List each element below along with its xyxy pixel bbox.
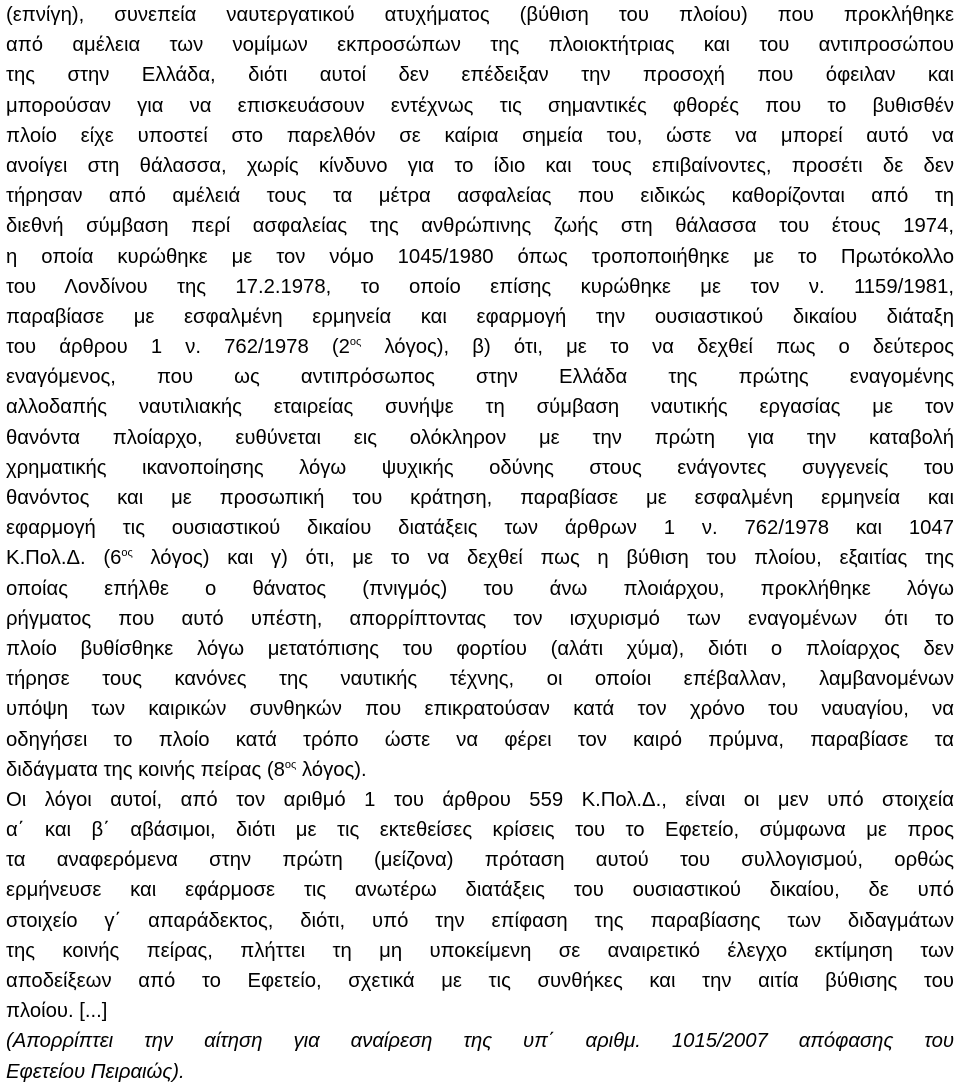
text-line: χρηματικής ικανοποίησης λόγω ψυχικής οδύνης στους ενάγοντες συγγενείς του	[6, 456, 954, 479]
text-line: Οι λόγοι αυτοί, από τον αριθμό 1 του άρθρου 559 Κ.Πολ.Δ., είναι οι μεν υπό στοιχεία	[6, 788, 954, 811]
text-line: η οποία κυρώθηκε με τον νόμο 1045/1980 όπως τροποποιήθηκε με το Πρωτόκολλο	[6, 245, 954, 268]
document-page	[6, 0, 954, 1087]
text-line: ρήγματος που αυτό υπέστη, απορρίπτοντας τον ισχυρισμό των εναγομένων ότι το	[6, 607, 954, 630]
text-line: τα αναφερόμενα στην πρώτη (μείζονα) πρόταση αυτού του συλλογισμού, ορθώς	[6, 849, 954, 872]
text-line: υπόψη των καιρικών συνθηκών που επικρατούσαν κατά τον χρόνο του ναυαγίου, να	[6, 698, 954, 721]
superscript-ordinal: ος	[121, 547, 133, 560]
text-line: θανόντα πλοίαρχο, ευθύνεται εις ολόκληρον με την πρώτη για την καταβολή	[6, 426, 954, 449]
superscript-ordinal: ος	[284, 758, 297, 771]
text-line: πλοίου. [...]	[6, 1000, 108, 1023]
text-line: πλοίο είχε υποστεί στο παρελθόν σε καίρια σημεία του, ώστε να μπορεί αυτό να	[6, 124, 954, 147]
superscript-ordinal: ος	[349, 335, 362, 348]
text-line: της στην Ελλάδα, διότι αυτοί δεν επέδειξαν την προσοχή που όφειλαν και	[6, 64, 954, 87]
text-line: ανοίγει στη θάλασσα, χωρίς κίνδυνο για το ίδιο και τους επιβαίνοντες, προσέτι δε δεν	[6, 154, 954, 177]
text-line: της κοινής πείρας, πλήττει τη μη υποκείμενη σε αναιρετικό έλεγχο εκτίμηση των	[6, 939, 954, 962]
text-line: οποίας επήλθε ο θάνατος (πνιγμός) του άνω πλοιάρχου, προκλήθηκε λόγω	[6, 577, 954, 600]
text-line: από αμέλεια των νομίμων εκπροσώπων της πλοιοκτήτριας και του αντιπροσώπου	[6, 34, 954, 57]
text-line: οδηγήσει το πλοίο κατά τρόπο ώστε να φέρει τον καιρό πρύμνα, παραβίασε τα	[6, 728, 954, 751]
text-line	[6, 332, 954, 362]
text-run: Κ.Πολ.Δ. (6	[6, 547, 122, 570]
text-line: τήρησαν από αμέλειά τους τα μέτρα ασφαλείας που ειδικώς καθορίζονται από τη	[6, 185, 954, 208]
text-run: διδάγματα της κοινής πείρας (8	[6, 758, 285, 781]
text-run: λόγος) και γ) ότι, με το να δεχθεί πως η βύθιση του πλοίου, εξαιτίας της	[132, 547, 954, 570]
text-run: λόγος), β) ότι, με το να δεχθεί πως ο δεύτερος	[361, 336, 954, 359]
text-line: στοιχείο γ΄ απαράδεκτος, διότι, υπό την επίφαση της παραβίασης των διδαγμάτων	[6, 909, 954, 932]
text-line: (επνίγη), συνεπεία ναυτεργατικού ατυχήματος (βύθιση του πλοίου) που προκλήθηκε	[6, 4, 954, 26]
text-run: λόγος).	[296, 758, 367, 781]
text-line: αλλοδαπής ναυτιλιακής εταιρείας συνήψε τη σύμβαση ναυτικής εργασίας με τον	[6, 396, 954, 419]
text-line	[6, 755, 954, 785]
text-line: διεθνή σύμβαση περί ασφαλείας της ανθρώπινης ζωής στη θάλασσα του έτους 1974,	[6, 215, 954, 238]
text-line: εναγόμενος, που ως αντιπρόσωπος στην Ελλάδα της πρώτης εναγομένης	[6, 366, 954, 389]
decision-note: Εφετείου Πειραιώς).	[6, 1060, 185, 1083]
text-line: θανόντος και με προσωπική του κράτηση, παραβίασε με εσφαλμένη ερμηνεία και	[6, 487, 954, 509]
text-line: α΄ και β΄ αβάσιμοι, διότι με τις εκτεθείσες κρίσεις του το Εφετείο, σύμφωνα με προς	[6, 819, 954, 842]
text-line: τήρησε τους κανόνες της ναυτικής τέχνης, οι οποίοι επέβαλλαν, λαμβανομένων	[6, 668, 954, 691]
text-line: του Λονδίνου της 17.2.1978, το οποίο επίσης κυρώθηκε με τον ν. 1159/1981,	[6, 275, 954, 298]
text-line: αποδείξεων από το Εφετείο, σχετικά με τις συνθήκες και την αιτία βύθισης του	[6, 970, 954, 992]
text-line: ερμήνευσε και εφάρμοσε τις ανωτέρω διατάξεις του ουσιαστικού δικαίου, δε υπό	[6, 879, 954, 902]
text-line: πλοίο βυθίσθηκε λόγω μετατόπισης του φορτίου (αλάτι χύμα), διότι ο πλοίαρχος δεν	[6, 637, 954, 660]
text-line: μπορούσαν για να επισκευάσουν εντέχνως τις σημαντικές φθορές που το βυθισθέν	[6, 94, 954, 117]
decision-note: (Απορρίπτει την αίτηση για αναίρεση της υπ΄ αριθμ. 1015/2007 απόφασης του	[6, 1030, 954, 1053]
text-line	[6, 543, 954, 573]
text-line: εφαρμογή τις ουσιαστικού δικαίου διατάξεις των άρθρων 1 ν. 762/1978 και 1047	[6, 517, 954, 540]
text-line: παραβίασε με εσφαλμένη ερμηνεία και εφαρμογή την ουσιαστικού δικαίου διάταξη	[6, 305, 954, 328]
text-run: του άρθρου 1 ν. 762/1978 (2	[6, 336, 350, 359]
